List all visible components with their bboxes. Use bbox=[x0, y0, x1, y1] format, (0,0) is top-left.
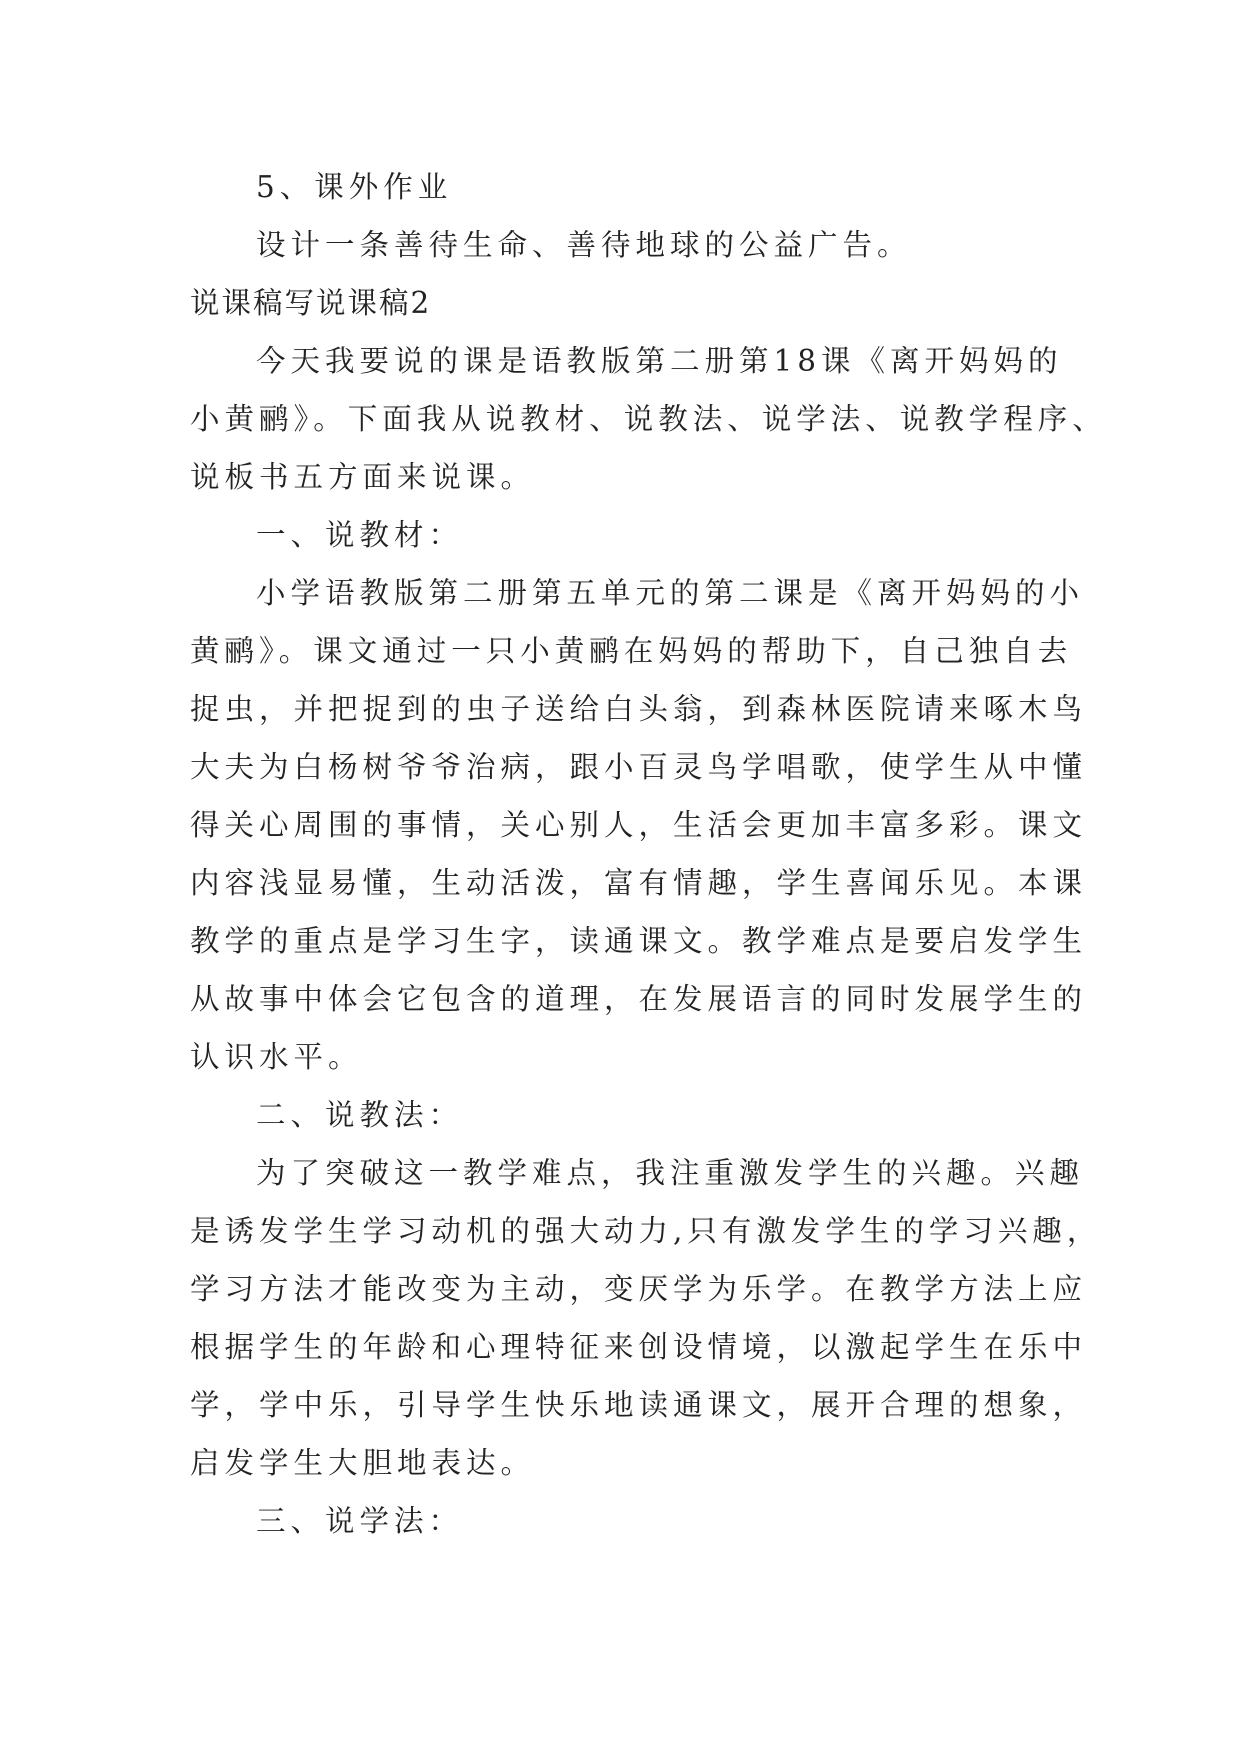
paragraph-line: 大夫为白杨树爷爷治病，跟小百灵鸟学唱歌，使学生从中懂 bbox=[190, 750, 1088, 784]
section-heading: 三、说学法： bbox=[256, 1504, 464, 1538]
paragraph-line: 设计一条善待生命、善待地球的公益广告。 bbox=[256, 228, 912, 262]
paragraph-line: 内容浅显易懂，生动活泼，富有情趣，学生喜闻乐见。本课 bbox=[190, 866, 1088, 900]
paragraph-line: 小黄鹂》。下面我从说教材、说教法、说学法、说教学程序、 bbox=[190, 402, 1107, 436]
paragraph-line: 教学的重点是学习生字，读通课文。教学难点是要启发学生 bbox=[190, 924, 1088, 958]
paragraph-line: 从故事中体会它包含的道理，在发展语言的同时发展学生的 bbox=[190, 982, 1088, 1016]
paragraph-line: 为了突破这一教学难点，我注重激发学生的兴趣。兴趣 bbox=[256, 1156, 1085, 1190]
paragraph-line: 学，学中乐，引导学生快乐地读通课文，展开合理的想象， bbox=[190, 1388, 1088, 1422]
paragraph-line: 是诱发学生学习动机的强大动力,只有激发学生的学习兴趣， bbox=[190, 1214, 1102, 1248]
paragraph-line: 启发学生大胆地表达。 bbox=[190, 1446, 536, 1480]
paragraph-line: 黄鹂》。课文通过一只小黄鹂在妈妈的帮助下，自己独自去 bbox=[190, 634, 1073, 668]
paragraph-line: 5、课外作业 bbox=[256, 170, 453, 204]
paragraph-line: 认识水平。 bbox=[190, 1040, 363, 1074]
section-heading: 二、说教法： bbox=[256, 1098, 464, 1132]
paragraph-line: 说板书五方面来说课。 bbox=[190, 460, 536, 494]
paragraph-line: 小学语教版第二册第五单元的第二课是《离开妈妈的小 bbox=[256, 576, 1085, 610]
section-title: 说课稿写说课稿2 bbox=[190, 286, 432, 320]
paragraph-line: 根据学生的年龄和心理特征来创设情境，以激起学生在乐中 bbox=[190, 1330, 1088, 1364]
section-heading: 一、说教材： bbox=[256, 518, 464, 552]
paragraph-line: 捉虫，并把捉到的虫子送给白头翁，到森林医院请来啄木鸟 bbox=[190, 692, 1088, 726]
document-body bbox=[190, 158, 1107, 1550]
paragraph-line: 学习方法才能改变为主动，变厌学为乐学。在教学方法上应 bbox=[190, 1272, 1088, 1306]
paragraph-line: 得关心周围的事情，关心别人，生活会更加丰富多彩。课文 bbox=[190, 808, 1088, 842]
paragraph-line: 今天我要说的课是语教版第二册第18课《离开妈妈的 bbox=[256, 344, 1063, 378]
